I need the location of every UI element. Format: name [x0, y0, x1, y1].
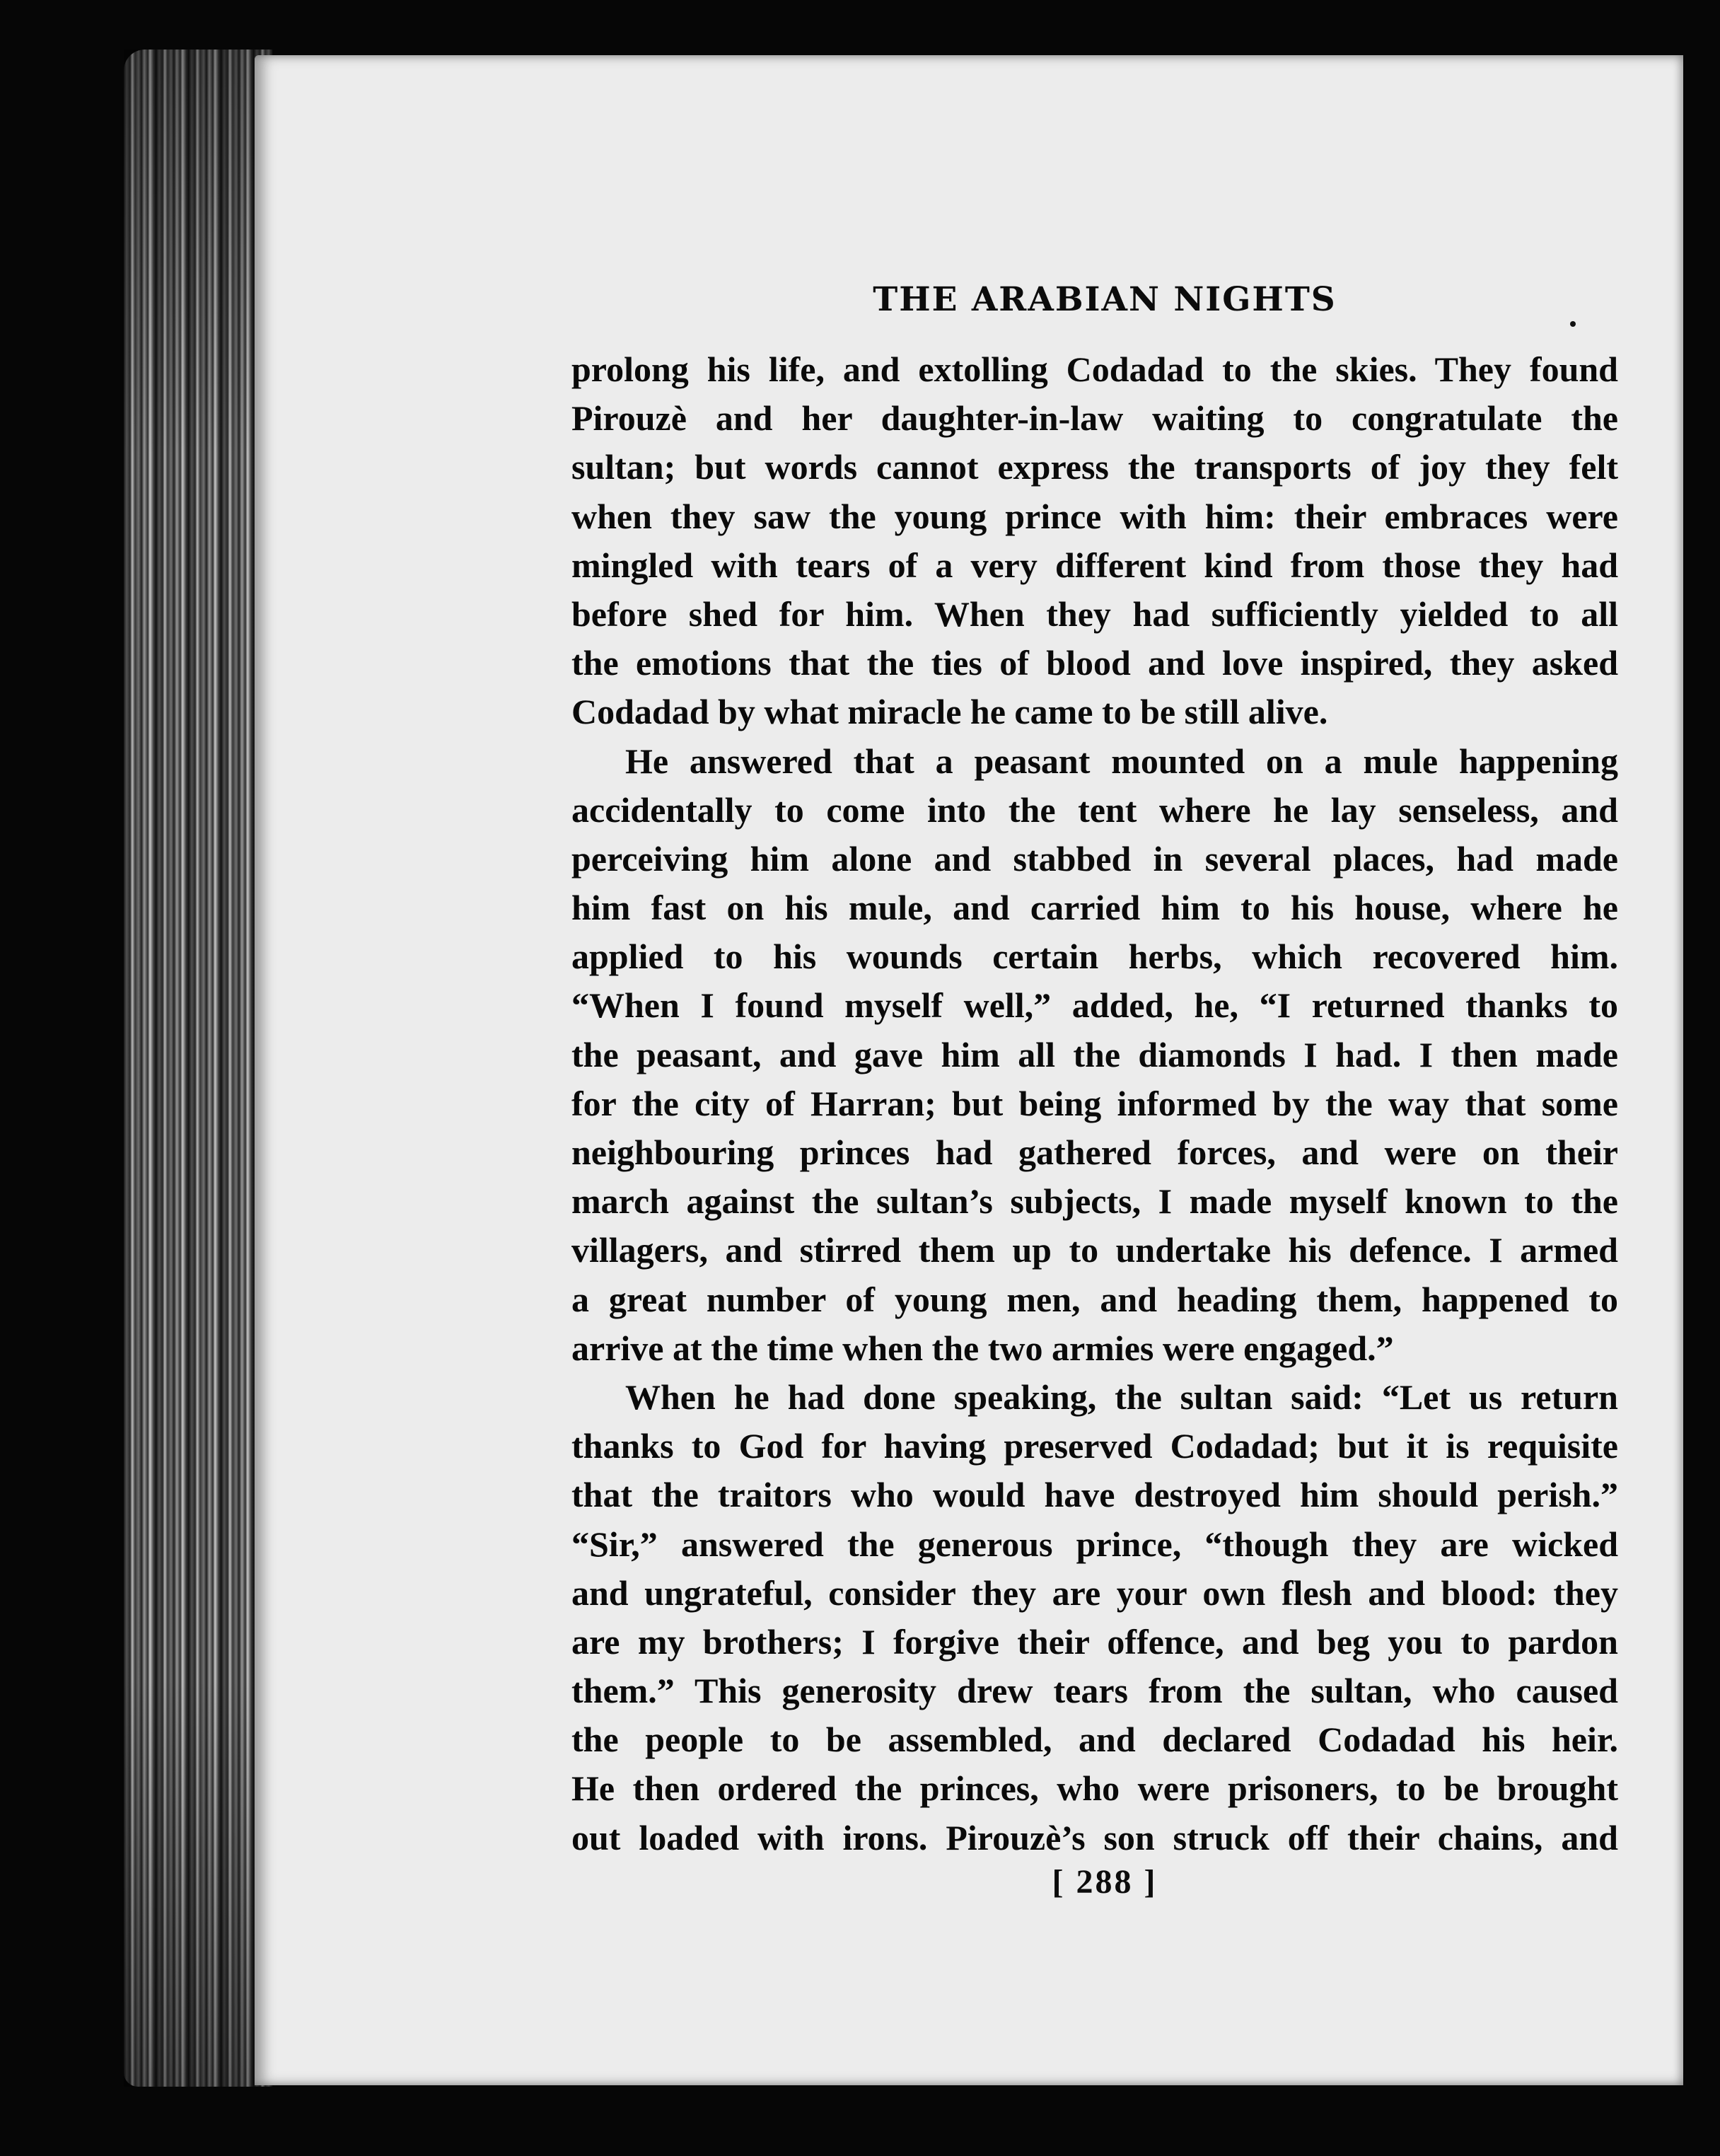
text-line: a great number of young men, and heading them, happened to	[571, 1279, 1618, 1319]
text-line: thanks to God for having preserved Codadad; but it is requisite	[571, 1426, 1618, 1466]
text-line: mingled with tears of a very different kind from those they had	[571, 545, 1618, 585]
text-line: the people to be assembled, and declared Codadad his heir.	[571, 1720, 1618, 1760]
page-number: [ 288 ]	[1052, 1863, 1158, 1901]
text-line: are my brothers; I forgive their offence, and beg you to pardon	[571, 1621, 1618, 1662]
text-line: accidentally to come into the tent where he lay senseless, and	[571, 789, 1618, 830]
text-line: Codadad by what miracle he came to be still alive.	[571, 692, 1328, 732]
running-title: THE ARABIAN NIGHTS	[873, 280, 1337, 319]
text-line: for the city of Harran; but being informed by the way that some	[571, 1083, 1618, 1123]
text-line: march against the sultan’s subjects, I made myself known to the	[571, 1181, 1618, 1222]
text-line: the peasant, and gave him all the diamonds I had. I then made	[571, 1034, 1618, 1074]
ink-speck	[1570, 321, 1576, 327]
text-line: him fast on his mule, and carried him to his house, where he	[571, 888, 1618, 928]
text-line: them.” This generosity drew tears from the sultan, who caused	[571, 1671, 1618, 1711]
text-line: When he had done speaking, the sultan said: “Let us return	[625, 1377, 1618, 1417]
text-line: before shed for him. When they had sufficiently yielded to all	[571, 593, 1618, 634]
book-page	[255, 55, 1683, 2085]
text-line: out loaded with irons. Pirouzè’s son struck off their chains, and	[571, 1817, 1618, 1857]
text-line: “When I found myself well,” added, he, “I returned thanks to	[571, 985, 1618, 1026]
text-line: perceiving him alone and stabbed in several places, had made	[571, 838, 1618, 879]
text-line: He then ordered the princes, who were prisoners, to be brought	[571, 1768, 1618, 1809]
text-line: villagers, and stirred them up to undertake his defence. I armed	[571, 1230, 1618, 1270]
body-text	[571, 345, 1618, 1862]
text-line: the emotions that the ties of blood and love inspired, they asked	[571, 643, 1618, 683]
text-line: sultan; but words cannot express the transports of joy they felt	[571, 447, 1618, 487]
text-line: that the traitors who would have destroyed him should perish.”	[571, 1475, 1618, 1515]
text-line: applied to his wounds certain herbs, which recovered him.	[571, 937, 1618, 977]
text-line: He answered that a peasant mounted on a mule happening	[625, 741, 1618, 781]
text-line: prolong his life, and extolling Codadad to the skies. They found	[571, 349, 1618, 389]
book-page-edges	[124, 50, 272, 2087]
text-line: arrive at the time when the two armies were engaged.”	[571, 1328, 1394, 1368]
text-line: neighbouring princes had gathered forces, and were on their	[571, 1132, 1618, 1172]
text-line: when they saw the young prince with him: their embraces were	[571, 496, 1618, 536]
text-line: Pirouzè and her daughter-in-law waiting to congratulate the	[571, 398, 1618, 439]
text-line: “Sir,” answered the generous prince, “though they are wicked	[571, 1524, 1618, 1564]
text-line: and ungrateful, consider they are your own flesh and blood: they	[571, 1572, 1618, 1613]
